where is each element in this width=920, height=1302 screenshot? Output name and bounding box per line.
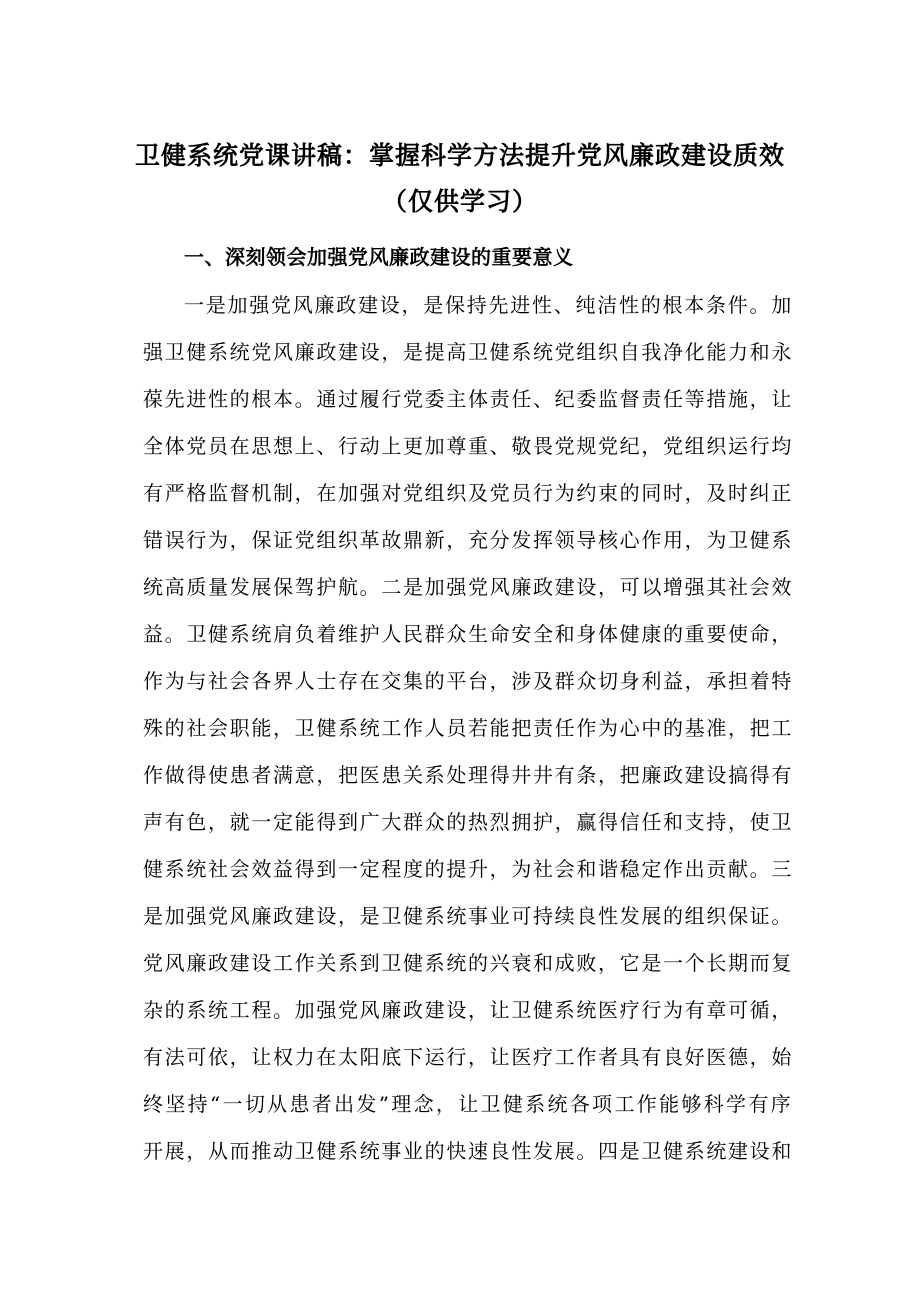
body-line: 有法可依，让权力在太阳底下运行，让医疗工作者具有良好医德，始 xyxy=(143,1045,793,1069)
body-line: 开展，从而推动卫健系统事业的快速良性发展。四是卫健系统建设和 xyxy=(143,1139,793,1163)
body-line: 葆先进性的根本。通过履行党委主体责任、纪委监督责任等措施，让 xyxy=(143,387,793,411)
document-title: 卫健系统党课讲稿：掌握科学方法提升党风廉政建设质效 xyxy=(134,141,785,170)
body-line: 全体党员在思想上、行动上更加尊重、敬畏党规党纪，党组织运行均 xyxy=(143,434,793,458)
body-line: 有严格监督机制，在加强对党组织及党员行为约束的同时，及时纠正 xyxy=(143,481,793,505)
body-line: 是加强党风廉政建设，是卫健系统事业可持续良性发展的组织保证。 xyxy=(143,904,793,928)
body-line: 殊的社会职能，卫健系统工作人员若能把责任作为心中的基准，把工 xyxy=(143,716,793,740)
body-line: 作为与社会各界人士存在交集的平台，涉及群众切身利益，承担着特 xyxy=(143,669,793,693)
document-subtitle: （仅供学习） xyxy=(381,187,538,216)
section-heading-1: 一、深刻领会加强党风廉政建设的重要意义 xyxy=(184,245,574,269)
body-line: 统高质量发展保驾护航。二是加强党风廉政建设，可以增强其社会效 xyxy=(143,575,793,599)
body-line: 杂的系统工程。加强党风廉政建设，让卫健系统医疗行为有章可循， xyxy=(143,998,793,1022)
body-line: 健系统社会效益得到一定程度的提升，为社会和谐稳定作出贡献。三 xyxy=(143,857,793,881)
body-line: 党风廉政建设工作关系到卫健系统的兴衰和成败，它是一个长期而复 xyxy=(143,951,793,975)
body-line: 强卫健系统党风廉政建设，是提高卫健系统党组织自我净化能力和永 xyxy=(143,340,793,364)
body-line: 声有色，就一定能得到广大群众的热烈拥护，赢得信任和支持，使卫 xyxy=(143,810,793,834)
body-line: 错误行为，保证党组织革故鼎新，充分发挥领导核心作用，为卫健系 xyxy=(143,528,793,552)
body-line: 作做得使患者满意，把医患关系处理得井井有条，把廉政建设搞得有 xyxy=(143,763,793,787)
body-line: 终坚持“一切从患者出发”理念，让卫健系统各项工作能够科学有序 xyxy=(143,1092,793,1116)
body-line: 益。卫健系统肩负着维护人民群众生命安全和身体健康的重要使命， xyxy=(143,622,793,646)
body-line: 一是加强党风廉政建设，是保持先进性、纯洁性的根本条件。加 xyxy=(184,293,793,317)
